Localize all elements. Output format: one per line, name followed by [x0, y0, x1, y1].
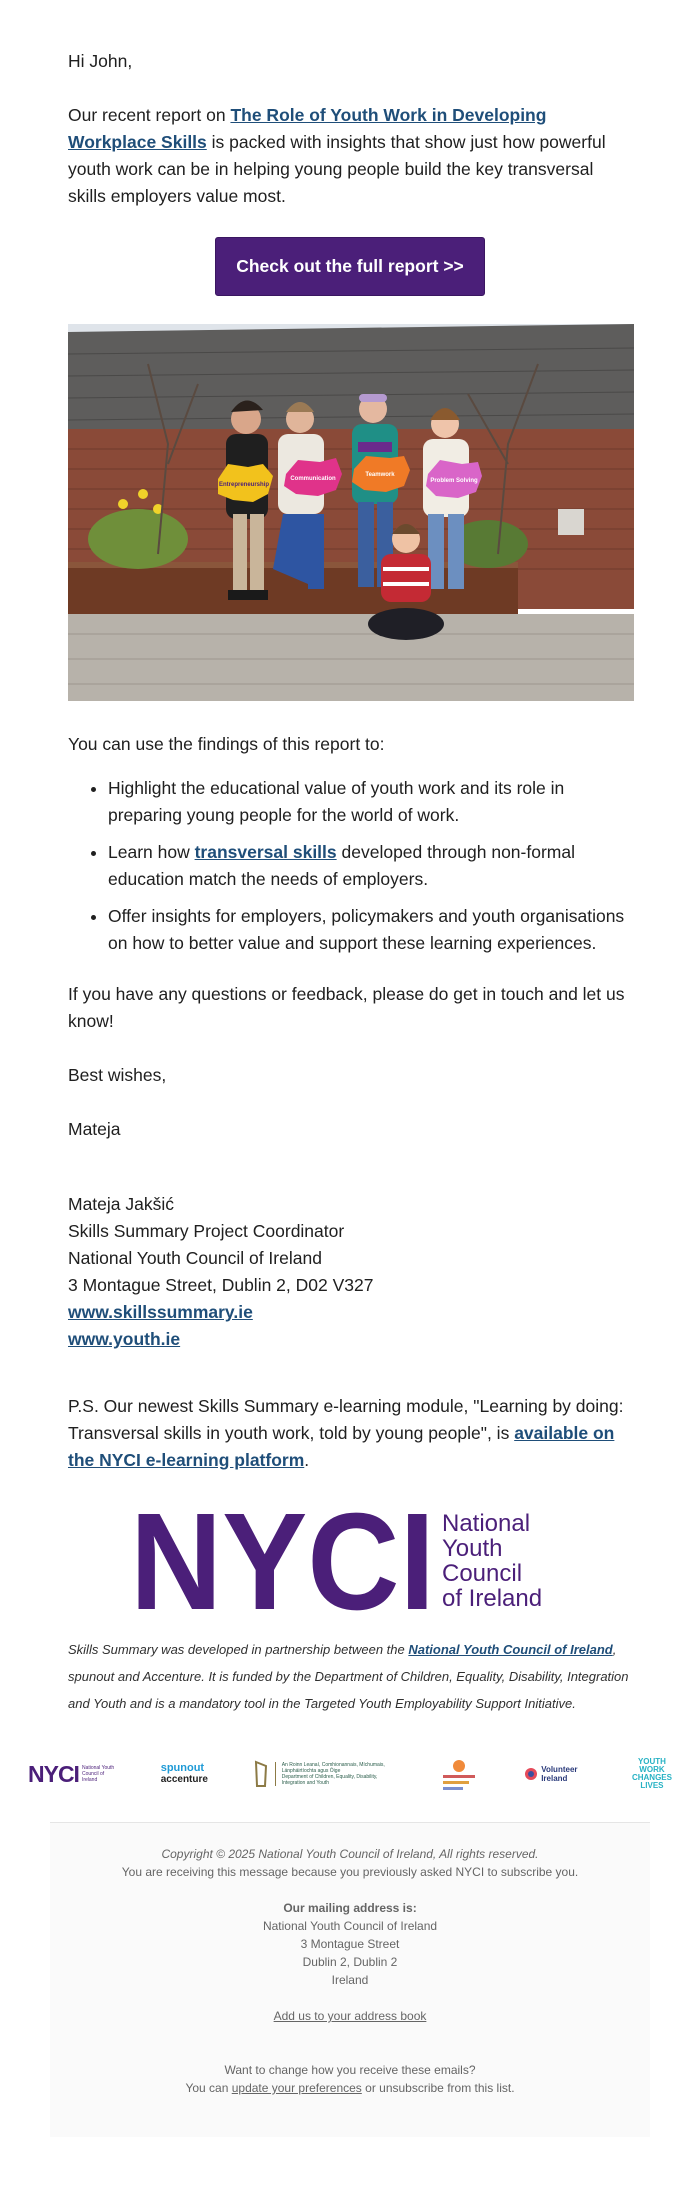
partner-department-logo: An Roinn Leanaí, Comhionannais, Míchumais, Lánpháirtíochta agus Óige Department of Children, Equality, Disability, Integration and Youth: [253, 1760, 395, 1788]
nyci-note-link[interactable]: National Youth Council of Ireland: [408, 1642, 613, 1657]
nyci-logo-mark: NYCI: [130, 1501, 435, 1616]
mailing-address-label: Our mailing address is:: [283, 1901, 417, 1915]
partner-logos: [0, 1744, 700, 1804]
volunteer-ireland-icon: [524, 1767, 538, 1781]
list-item: • Learn how transversal skills developed through non-formal education match the needs of employers.: [108, 839, 632, 893]
mailing-address-line: 3 Montague Street: [300, 1937, 400, 1951]
nyci-logo-line2: Youth: [442, 1535, 503, 1562]
signature-role: Skills Summary Project Coordinator: [68, 1221, 345, 1241]
signature-name: Mateja Jakšić: [68, 1194, 175, 1214]
ps-paragraph: P.S. Our newest Skills Summary e-learning module, "Learning by doing: Transversal skills in youth work, told by young people", is available on the NYCI e-learning platform.: [68, 1396, 624, 1470]
full-report-button[interactable]: Check out the full report >>: [215, 237, 485, 296]
closing: Best wishes,: [68, 1065, 167, 1085]
nyci-logo-line1: National: [442, 1510, 531, 1537]
signature-block: [68, 1191, 632, 1353]
sign-teamwork: Teamwork: [365, 472, 395, 478]
nyci-logo-line3: Council: [442, 1560, 523, 1587]
cta-container: [68, 237, 632, 296]
partner-youth-work-changes-lives-logo: YOUTH WORK CHANGES LIVES: [631, 1757, 672, 1790]
intro-paragraph: Our recent report on The Role of Youth Work in Developing Workplace Skills is packed with insights that show just how powerful youth work can be in helping young people build the key transversal skills employers value most.: [68, 105, 606, 206]
transversal-skills-link[interactable]: transversal skills: [194, 842, 337, 862]
sign-communication: Communication: [290, 476, 336, 482]
list-item: • Highlight the educational value of youth work and its role in preparing young people for the world of work.: [108, 775, 632, 829]
findings-list: [108, 775, 632, 957]
greeting: Hi John,: [68, 51, 133, 71]
partner-nyci-logo: NYCI National Youth Council of Ireland: [28, 1760, 115, 1787]
signature-address: 3 Montague Street, Dublin 2, D02 V327: [68, 1275, 374, 1295]
harp-icon: [253, 1760, 269, 1788]
skillssummary-link[interactable]: www.skillssummary.ie: [68, 1302, 253, 1322]
list-item: • Offer insights for employers, policymakers and youth organisations on how to better value and support these learning experiences.: [108, 903, 632, 957]
sign-problem-solving: Problem Solving: [430, 478, 478, 484]
report-link[interactable]: The Role of Youth Work in Developing Workplace Skills: [68, 105, 547, 152]
partnership-note: Skills Summary was developed in partnership between the National Youth Council of Ireland, spunout and Accenture. It is funded by the Department of Children, Equality, Disability, Integration and Youth and is a mandatory tool in the Targeted Youth Employability Support Initiative.: [68, 1642, 629, 1711]
update-preferences-link[interactable]: update your preferences: [231, 2081, 362, 2095]
findings-lead: You can use the findings of this report to:: [68, 734, 385, 754]
add-to-address-book-link[interactable]: Add us to your address book: [273, 2009, 427, 2023]
youth-link[interactable]: www.youth.ie: [68, 1329, 181, 1349]
footer-reason: You are receiving this message because you previously asked NYCI to subscribe you.: [121, 1865, 579, 1879]
partner-youth-org-icon: [439, 1757, 479, 1791]
first-name: Mateja: [68, 1119, 121, 1139]
feedback-paragraph: If you have any questions or feedback, please do get in touch and let us know!: [68, 984, 625, 1031]
mailing-address-line: Dublin 2, Dublin 2: [302, 1955, 398, 1969]
partner-spunout-accenture-logo: spunout accenture: [160, 1762, 208, 1785]
elearning-link[interactable]: available on the NYCI e-learning platform: [68, 1423, 615, 1470]
nyci-logo-line4: of Ireland: [442, 1585, 543, 1612]
email-footer: [50, 1822, 650, 2137]
signature-org: National Youth Council of Ireland: [68, 1248, 322, 1268]
group-photo: [68, 324, 634, 701]
nyci-logo: [130, 1501, 570, 1616]
youth-org-icon: [439, 1757, 479, 1791]
sign-entrepreneurship: Entrepreneurship: [218, 482, 270, 488]
mailing-address-line: Ireland: [331, 1973, 369, 1987]
partner-volunteer-ireland-logo: Volunteer Ireland: [524, 1765, 587, 1783]
mailing-address-line: National Youth Council of Ireland: [262, 1919, 438, 1933]
footer-preferences: You can update your preferences or unsubscribe from this list.: [185, 2081, 515, 2095]
footer-copyright: Copyright © 2025 National Youth Council of Ireland, All rights reserved.: [161, 1847, 539, 1861]
footer-change-prompt: Want to change how you receive these emails?: [224, 2063, 476, 2077]
